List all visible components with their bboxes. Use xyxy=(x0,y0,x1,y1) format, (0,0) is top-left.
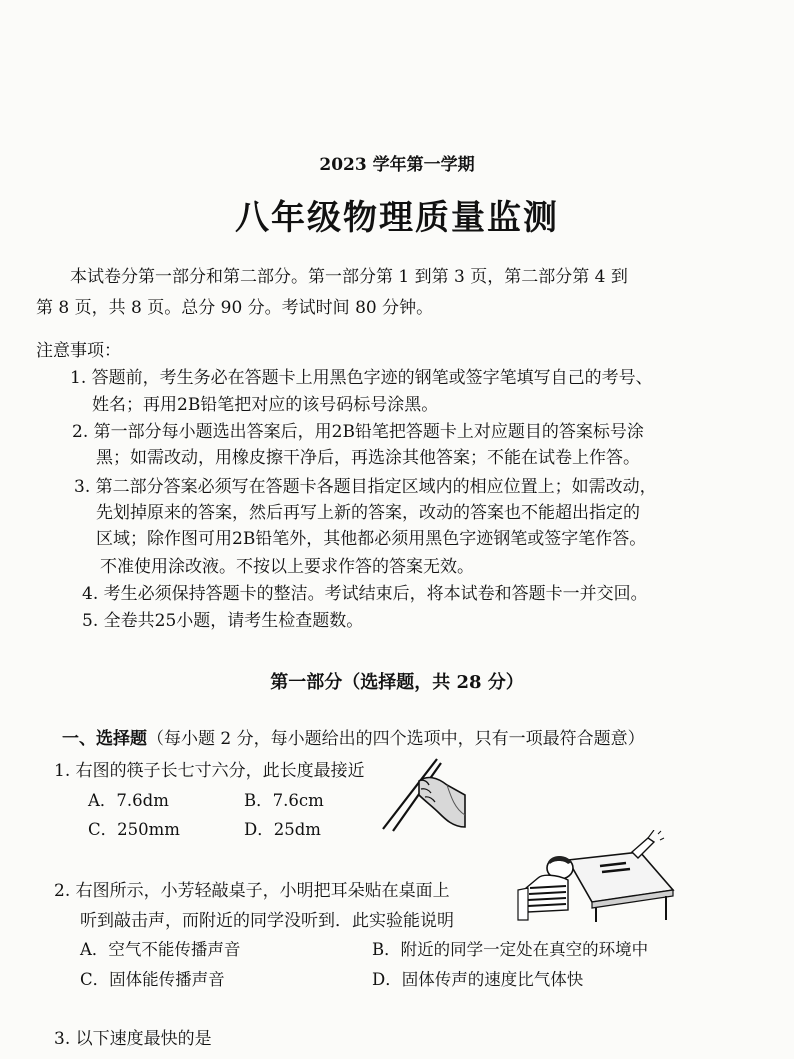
notice-line: 姓名；再用2B铅笔把对应的该号码标号涂黑。 xyxy=(92,395,439,415)
chopsticks-figure xyxy=(375,755,470,835)
notice-line: 黑；如需改动，用橡皮擦干净后，再选涂其他答案；不能在试卷上作答。 xyxy=(96,448,640,468)
section-heading xyxy=(62,724,645,749)
notice-line: 5. 全卷共25小题，请考生检查题数。 xyxy=(82,611,364,631)
page-title: 八年级物理质量监测 xyxy=(235,198,559,238)
notice-line: 2. 第一部分每小题选出答案后，用2B铅笔把答题卡上对应题目的答案标号涂 xyxy=(72,422,644,442)
question-2-stem-line-2: 听到敲击声，而附近的同学没听到．此实验能说明 xyxy=(80,911,454,931)
desk-listening-figure xyxy=(508,830,683,925)
notice-line: 先划掉原来的答案，然后再写上新的答案，改动的答案也不能超出指定的 xyxy=(96,503,640,523)
question-2-option-b: B．附近的同学一定处在真空的环境中 xyxy=(372,940,649,959)
exam-term: 2023 学年第一学期 xyxy=(319,155,475,175)
question-1-option-b: B．7.6cm xyxy=(244,791,324,810)
notice-line: 4. 考生必须保持答题卡的整洁。考试结束后，将本试卷和答题卡一并交回。 xyxy=(82,584,648,604)
intro-line-2: 第 8 页，共 8 页。总分 90 分。考试时间 80 分钟。 xyxy=(36,298,434,318)
question-1-option-a: A．7.6dm xyxy=(88,791,169,810)
question-1-stem: 1. 右图的筷子长七寸六分，此长度最接近 xyxy=(54,761,365,781)
question-2-stem-line-1: 2. 右图所示，小芳轻敲桌子，小明把耳朵贴在桌面上 xyxy=(54,881,450,901)
intro-line-1: 本试卷分第一部分和第二部分。第一部分第 1 到第 3 页，第二部分第 4 到 xyxy=(70,267,628,287)
question-3-stem: 3. 以下速度最快的是 xyxy=(54,1029,212,1049)
question-2-option-c: C．固体能传播声音 xyxy=(80,970,225,989)
section-label: 一、选择题 xyxy=(62,729,147,749)
notice-heading: 注意事项： xyxy=(36,341,121,361)
question-2-option-a: A．空气不能传播声音 xyxy=(80,940,241,959)
question-2-option-d: D．固体传声的速度比气体快 xyxy=(372,970,584,989)
part-one-heading: 第一部分（选择题，共 28 分） xyxy=(270,672,524,693)
question-1-option-d: D．25dm xyxy=(244,820,321,839)
question-1-option-c: C．250mm xyxy=(88,820,180,839)
notice-line: 1. 答题前，考生务必在答题卡上用黑色字迹的钢笔或签字笔填写自己的考号、 xyxy=(70,368,653,388)
notice-line: 3. 第二部分答案必须写在答题卡各题目指定区域内的相应位置上；如需改动， xyxy=(74,477,657,497)
notice-line: 区域；除作图可用2B铅笔外，其他都必须用黑色字迹钢笔或签字笔作答。 xyxy=(96,529,647,549)
section-description: （每小题 2 分，每小题给出的四个选项中，只有一项最符合题意） xyxy=(147,729,645,749)
notice-line: 不准使用涂改液。不按以上要求作答的答案无效。 xyxy=(100,557,474,577)
